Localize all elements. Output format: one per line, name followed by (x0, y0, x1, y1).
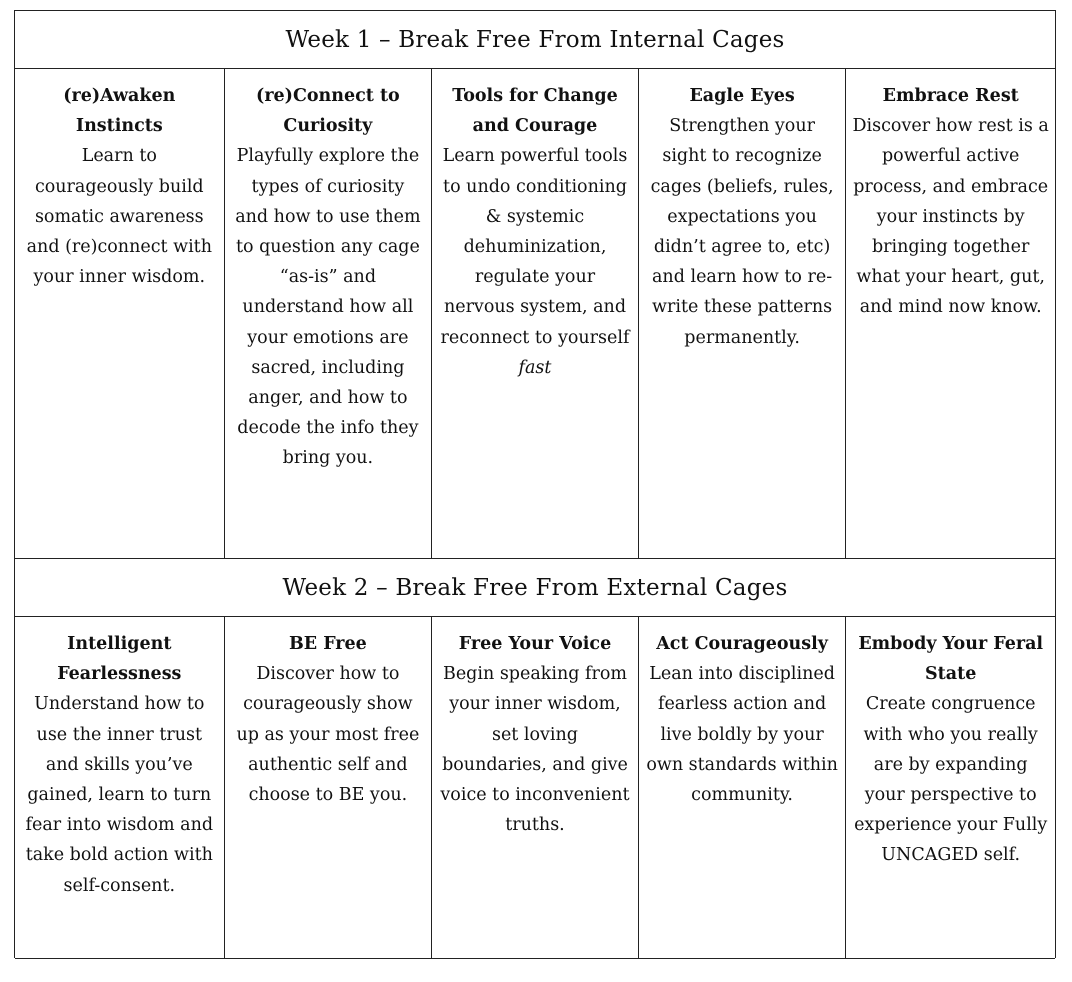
week-1-heading: Week 1 – Break Free From Internal Cages (15, 11, 1055, 69)
topic-cell (432, 69, 639, 558)
topic-cell (639, 617, 847, 958)
topic-description: Begin speaking from your inner wisdom, set loving boundaries, and give voice to inconvenient truths. (440, 664, 630, 836)
topic-description: Strengthen your sight to recognize cages (beliefs, rules, expectations you didn’t agree to, etc) and learn how to re-write these patterns permanently. (650, 116, 834, 348)
topic-cell (639, 69, 847, 558)
topic-description: Playfully explore the types of curiosity and how to use them to question any cage “as-is” and understand how all your emotions are sacred, including anger, and how to decode the info they bring you. (235, 146, 421, 469)
topic-cell (225, 617, 433, 958)
week-2-row (15, 617, 1055, 959)
topic-title: Embody Your Feral State (858, 634, 1044, 685)
topic-description: Discover how rest is a powerful active process, and embrace your instincts by bringing together what your heart, gut, and mind now know. (852, 116, 1049, 318)
curriculum-table (14, 10, 1056, 958)
topic-description: Create congruence with who you really are by expanding your perspective to experience your Fully UNCAGED self. (854, 694, 1048, 866)
topic-title: Tools for Change and Courage (452, 86, 618, 137)
topic-cell (15, 69, 225, 558)
topic-title: Intelligent Fearlessness (57, 634, 182, 685)
topic-cell (15, 617, 225, 958)
topic-description: Learn to courageously build somatic awareness and (re)connect with your inner wisdom. (26, 146, 212, 288)
topic-description (438, 141, 632, 383)
week-2-heading: Week 2 – Break Free From External Cages (15, 559, 1055, 617)
topic-title: Embrace Rest (882, 86, 1019, 106)
topic-title: Eagle Eyes (689, 86, 795, 106)
topic-cell (225, 69, 433, 558)
topic-title: (re)Connect to Curiosity (256, 86, 400, 137)
topic-cell (432, 617, 639, 958)
topic-title: BE Free (288, 634, 367, 654)
topic-description-text: Learn powerful tools to undo conditioning & systemic dehuminization, regulate your nervous system, and reconnect to yourself (440, 146, 630, 348)
topic-cell (846, 69, 1055, 558)
topic-title: Free Your Voice (458, 634, 612, 654)
topic-description: Discover how to courageously show up as your most free authentic self and choose to BE you. (236, 664, 420, 806)
topic-title: Act Courageously (656, 634, 828, 654)
topic-description-emphasis: fast (518, 357, 552, 378)
topic-description: Lean into disciplined fearless action and live boldly by your own standards within community. (646, 664, 838, 806)
topic-title: (re)Awaken Instincts (63, 86, 176, 137)
topic-description: Understand how to use the inner trust and skills you’ve gained, learn to turn fear into wisdom and take bold action with self-consent. (25, 694, 214, 896)
topic-cell (846, 617, 1055, 958)
week-1-row (15, 69, 1055, 559)
